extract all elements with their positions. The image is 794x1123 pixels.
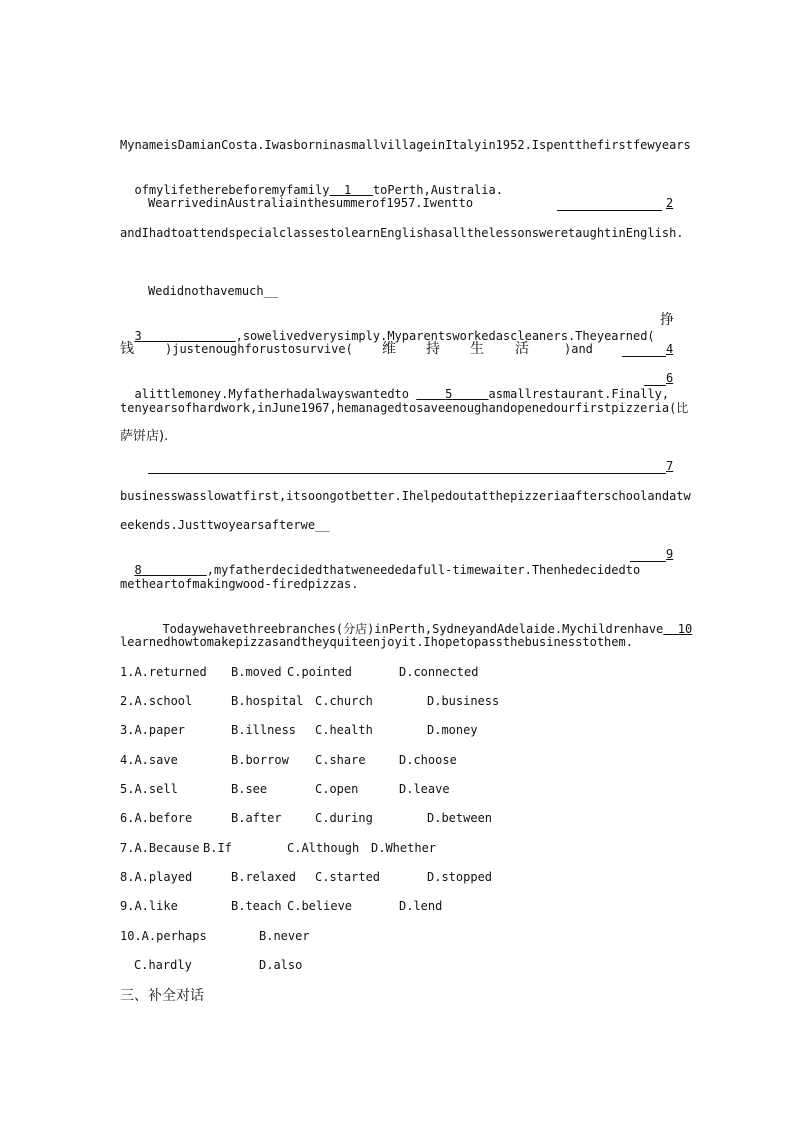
option-7b: B.If (203, 841, 232, 855)
passage-line: businesswasslowatfirst,itsoongotbetter.Ihelpedoutatthepizzeriaafterschoolandatw (120, 489, 691, 503)
passage-char: 挣 (660, 312, 674, 328)
passage-text: )and (564, 342, 593, 356)
option-4b: B.borrow (231, 753, 289, 767)
passage-line (148, 605, 692, 637)
blank-3: 3 (134, 329, 142, 343)
blank-10: 10 (677, 622, 693, 636)
option-6d: D.between (427, 811, 493, 825)
option-5b: B.see (231, 782, 268, 796)
option-5c: C.open (315, 782, 359, 796)
blank-7-line (148, 473, 666, 474)
option-8d: D.stopped (427, 870, 493, 884)
option-6c: C.during (315, 811, 373, 825)
option-3b: B.illness (231, 723, 297, 737)
option-9c: C.believe (287, 899, 353, 913)
option-9d: D.lend (399, 899, 443, 913)
passage-line: Wedidnothavemuch__ (148, 284, 279, 298)
option-10b: B.never (259, 929, 310, 943)
option-10a: 10.A.perhaps (120, 929, 207, 943)
option-2d: D.business (427, 694, 500, 708)
passage-line: MynameisDamianCosta.IwasborninasmallvillageinItalyin1952.Ispentthefirstfewyears (120, 138, 691, 152)
passage-line: tenyearsofhardwork,inJune1967,hemanagedtosaveenoughandopenedourfirstpizzeria(比 (120, 401, 689, 415)
blank-7: 7 (666, 459, 674, 473)
passage-char: 钱 (120, 341, 134, 357)
option-8a: 8.A.played (120, 870, 193, 884)
option-3c: C.health (315, 723, 373, 737)
passage-text: asmallrestaurant.Finally, (488, 387, 670, 401)
passage-line (120, 312, 655, 344)
option-10d: D.also (259, 958, 303, 972)
passage-line: eekends.Justtwoyearsafterwe__ (120, 518, 330, 532)
passage-line: 萨饼店). (120, 429, 169, 444)
option-10c: C.hardly (134, 958, 192, 972)
passage-text: )justenoughforustosurvive( (165, 342, 353, 356)
option-6a: 6.A.before (120, 811, 193, 825)
passage-char: 生 (470, 341, 484, 357)
option-7d: D.Whether (371, 841, 437, 855)
passage-char: 活 (515, 341, 529, 357)
option-4d: D.choose (399, 753, 457, 767)
passage-char: 维 (382, 341, 396, 357)
option-5a: 5.A.sell (120, 782, 178, 796)
option-1d: D.connected (399, 665, 479, 679)
blank-2: 2 (666, 196, 674, 210)
passage-text: alittlemoney.Myfatherhadalwayswantedto (134, 387, 409, 401)
option-6b: B.after (231, 811, 282, 825)
option-7a: 7.A.Because (120, 841, 200, 855)
passage-line: metheartofmakingwood-firedpizzas. (120, 577, 359, 591)
option-8b: B.relaxed (231, 870, 297, 884)
blank-4-line (622, 356, 666, 357)
blank-4: 4 (666, 342, 674, 356)
option-2c: C.church (315, 694, 373, 708)
blank-6: 6 (666, 371, 674, 385)
passage-line: andIhadtoattendspecialclassestolearnEnglishasallthelessonsweretaughtinEnglish. (120, 226, 684, 240)
option-8c: C.started (315, 870, 381, 884)
option-4c: C.share (315, 753, 366, 767)
passage-line (120, 546, 640, 578)
option-9b: B.teach (231, 899, 282, 913)
option-9a: 9.A.like (120, 899, 178, 913)
option-3d: D.money (427, 723, 478, 737)
blank-2-line (557, 210, 662, 211)
option-1c: C.pointed (287, 665, 353, 679)
blank-1: 1 (343, 183, 352, 197)
blank-6-line (644, 385, 666, 386)
option-7c: C.Although (287, 841, 360, 855)
passage-line (120, 166, 503, 198)
option-1a: 1.A.returned (120, 665, 207, 679)
option-2b: B.hospital (231, 694, 304, 708)
passage-line (120, 370, 669, 402)
blank-9: 9 (666, 547, 674, 561)
passage-text: ofmylifetherebeforemyfamily (134, 183, 330, 197)
option-4a: 4.A.save (120, 753, 178, 767)
passage-text: ,myfatherdecidedthatweneededafull-timewaiter.Thenhedecidedto (206, 563, 641, 577)
passage-line: learnedhowtomakepizzasandtheyquiteenjoyit.Ihopetopassthebusinesstothem. (120, 635, 633, 649)
passage-text: toPerth,Australia. (372, 183, 503, 197)
option-3a: 3.A.paper (120, 723, 186, 737)
option-5d: D.leave (399, 782, 450, 796)
option-2a: 2.A.school (120, 694, 193, 708)
passage-text: Todaywehavethreebranches(分店)inPerth,SydneyandAdelaide.Mychildrenhave (162, 622, 664, 636)
blank-8: 8 (134, 563, 142, 577)
option-1b: B.moved (231, 665, 282, 679)
passage-line: WearrivedinAustraliainthesummerof1957.Iwentto (148, 196, 474, 210)
section-heading: 三、补全对话 (120, 988, 204, 1004)
blank-9-line (630, 561, 666, 562)
passage-char: 持 (426, 341, 440, 357)
blank-5: 5 (445, 387, 453, 401)
passage-text: ,sowelivedverysimply.Myparentsworkedascleaners.Theyearned( (235, 329, 655, 343)
